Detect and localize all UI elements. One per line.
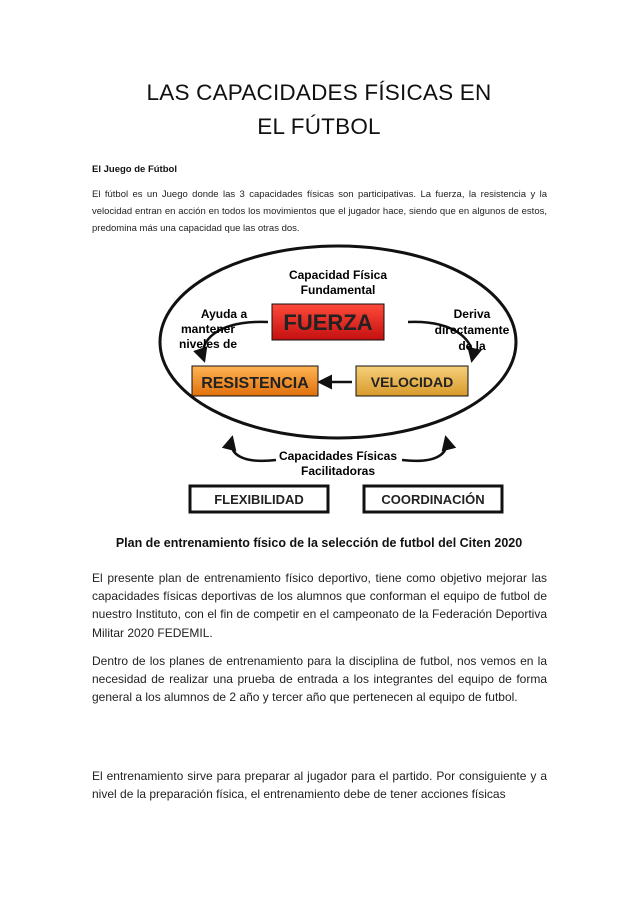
bottom-left-curve-arrow (231, 438, 276, 461)
left-label-line-2: mantener (180, 322, 236, 336)
right-label-line-2: directamente (434, 323, 510, 337)
bottom-label-line-2: Facilitadoras (300, 464, 376, 478)
left-label-line-3: niveles de (178, 337, 238, 351)
paragraph-1: El presente plan de entrenamiento físico deportivo, tiene como objetivo mejorar las capacidades físicas deportivas de los alumnos que conforman el equipo de futbol de nuestro Instituto, con el fin de competir en el campeonato de la Federación Deportiva Militar 2020 FEDEMIL. (92, 571, 547, 640)
right-label-line-3: de la (458, 339, 486, 353)
paragraph-3: El entrenamiento sirve para preparar al jugador para el partido. Por consiguiente y a nivel de la preparación física, el entrenamiento debe de tener acciones físicas (92, 769, 547, 802)
top-label-line-1: Capacidad Física (288, 268, 388, 282)
intro-paragraph: El fútbol es un Juego donde las 3 capacidades físicas son participativas. La fuerza, la resistencia y la velocidad entran en acción en todos los movimientos que el jugador hace, siendo que en algunos de estos, predomina más una capacidad que las otras dos. (92, 189, 547, 234)
page-title-line-2: EL FÚTBOL (257, 114, 381, 139)
top-label-line-2: Fundamental (300, 283, 376, 297)
left-label-line-1: Ayuda a (200, 307, 248, 321)
section-subheading: El Juego de Fútbol (92, 164, 177, 175)
velocidad-label: VELOCIDAD (370, 374, 454, 390)
capacities-diagram (156, 242, 522, 522)
coordinacion-label: COORDINACIÓN (381, 492, 485, 507)
paragraph-2: Dentro de los planes de entrenamiento para la disciplina de futbol, nos vemos en la necesidad de realizar una prueba de entrada a los integrantes del equipo de forma general a los alumnos de 2 año y tercer año que pertenecen al equipo de futbol. (92, 654, 547, 705)
plan-heading: Plan de entrenamiento físico de la selección de futbol del Citen 2020 (115, 536, 523, 550)
fuerza-label: FUERZA (283, 310, 373, 335)
page-title-line-1: LAS CAPACIDADES FÍSICAS EN (146, 80, 492, 105)
resistencia-label: RESISTENCIA (201, 375, 309, 392)
right-label-line-1: Deriva (453, 307, 491, 321)
bottom-label-line-1: Capacidades Físicas (278, 449, 398, 463)
flexibilidad-label: FLEXIBILIDAD (214, 492, 304, 507)
bottom-right-curve-arrow (402, 438, 447, 461)
